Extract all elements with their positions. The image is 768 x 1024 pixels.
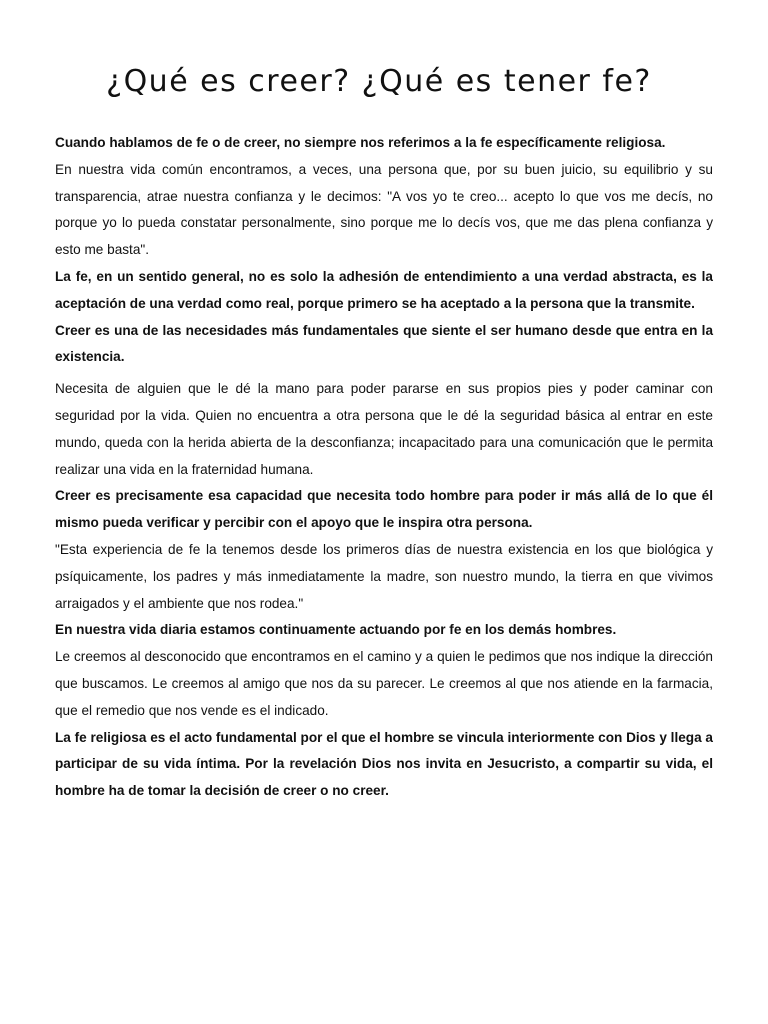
- paragraph-5: Necesita de alguien que le dé la mano para poder pararse en sus propios pies y poder caminar con seguridad por la vida. Quien no encuentra a otra persona que le dé la seguridad básica al entrar en este mundo, queda con la herida abierta de la desconfianza; incapacitado para una comunicación que le permita realizar una vida en la fraternidad humana.: [55, 381, 713, 477]
- paragraph-9: Le creemos al desconocido que encontramos en el camino y a quien le pedimos que nos indique la dirección que buscamos. Le creemos al amigo que nos da su parecer. Le creemos al que nos atiende en la farmacia, que el remedio que nos vende es el indicado.: [55, 649, 713, 718]
- paragraph-7: "Esta experiencia de fe la tenemos desde los primeros días de nuestra existencia en los que biológica y psíquicamente, los padres y más inmediatamente la madre, son nuestro mundo, la tierra en que vivimos arraigados y el ambiente que nos rodea.": [55, 541, 713, 611]
- paragraph-3: La fe, en un sentido general, no es solo la adhesión de entendimiento a una verdad abstracta, es la aceptación de una verdad como real, porque primero se ha aceptado a la persona que la transmite.: [55, 268, 713, 311]
- paragraph-2: En nuestra vida común encontramos, a veces, una persona que, por su buen juicio, su equilibrio y su transparencia, atrae nuestra confianza y le decimos: "A vos yo te creo... acepto lo que vos me decís, no porque yo lo pueda constatar personalmente, sino porque me lo decís vos, que me das plena confianza y esto me basta".: [55, 161, 713, 258]
- paragraph-8: En nuestra vida diaria estamos continuamente actuando por fe en los demás hombres.: [55, 622, 617, 638]
- document-body: [55, 130, 713, 805]
- paragraph-10: La fe religiosa es el acto fundamental por el que el hombre se vincula interiormente con Dios y llega a participar de su vida íntima. Por la revelación Dios nos invita en Jesucristo, a compartir su vida, el hombre ha de tomar la decisión de creer o no creer.: [55, 729, 713, 799]
- paragraph-4: Creer es una de las necesidades más fundamentales que siente el ser humano desde que entra en la existencia.: [55, 322, 713, 365]
- document-title: ¿Qué es creer? ¿Qué es tener fe?: [106, 64, 652, 99]
- document-page: [55, 0, 713, 805]
- paragraph-6: Creer es precisamente esa capacidad que necesita todo hombre para poder ir más allá de lo que él mismo pueda verificar y percibir con el apoyo que le inspira otra persona.: [55, 488, 713, 531]
- paragraph-1: Cuando hablamos de fe o de creer, no siempre nos referimos a la fe específicamente religiosa.: [55, 135, 666, 150]
